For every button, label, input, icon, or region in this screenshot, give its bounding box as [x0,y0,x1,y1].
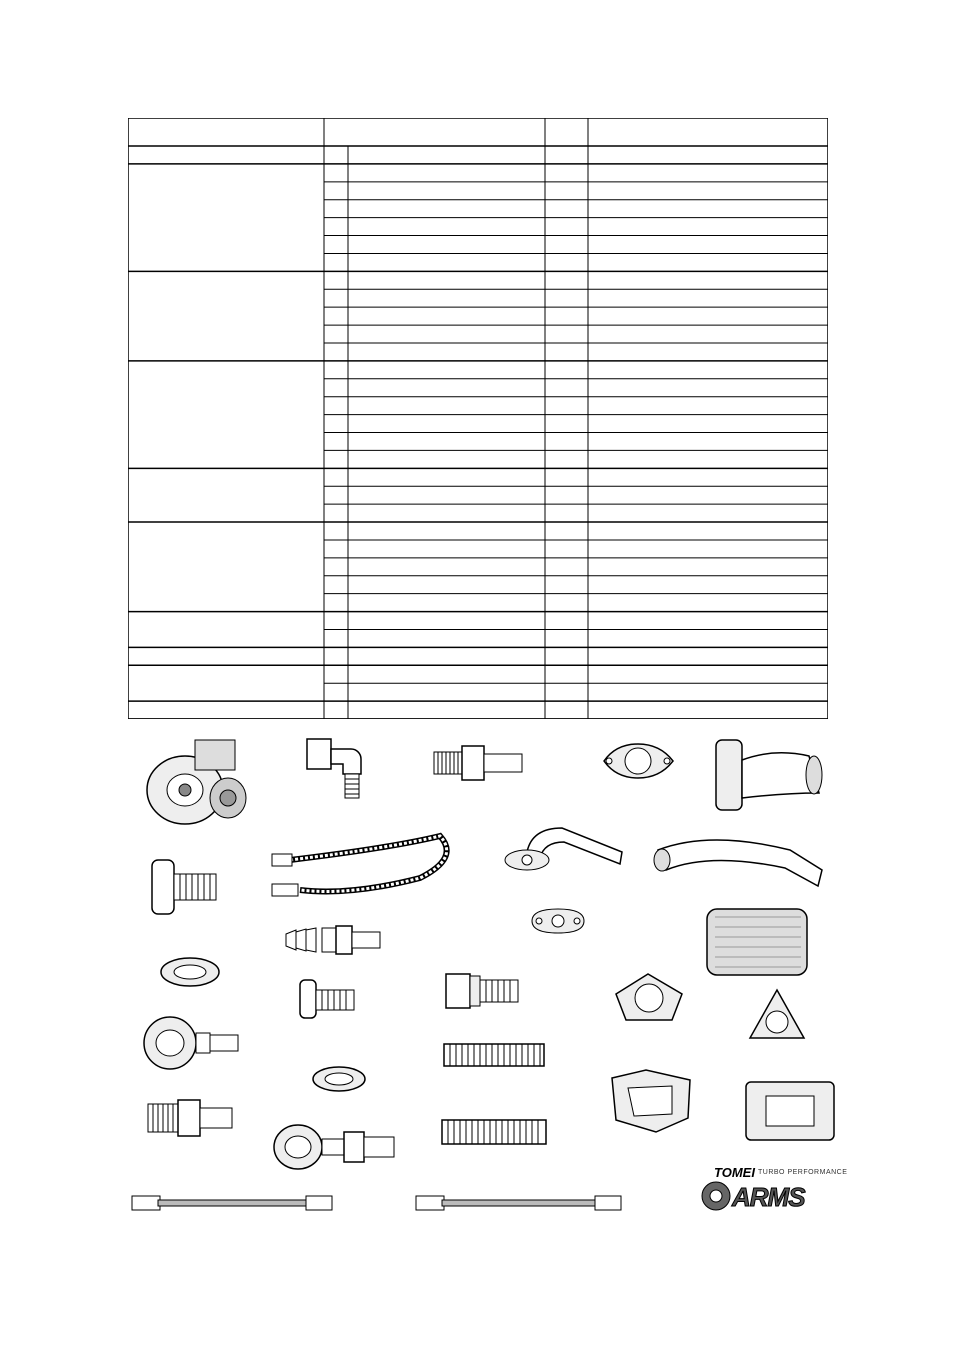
banjo-bolt [150,858,220,923]
logo-name: ARMS [732,1182,805,1212]
parts-table [128,118,828,719]
silicone-hose [705,905,810,985]
long-braided-oil-line [270,828,460,908]
stud-bolt-b [440,1116,548,1153]
copper-washer [158,955,223,994]
banjo-fitting [142,1013,242,1078]
water-pipe-flange [502,824,630,879]
oil-flange-gasket [528,906,588,941]
banjo-elbow-fitting [305,737,375,807]
three-bolt-gasket-b [746,986,808,1053]
nut-washer-stud [442,966,522,1021]
banjo-union-fitting [272,1122,397,1177]
turbocharger-illustration [140,730,250,835]
two-bolt-gasket [596,740,681,787]
stud-bolt-a [442,1040,547,1075]
three-bolt-gasket-a [608,970,690,1031]
hose-barb-adapter [284,924,384,961]
turbo-inlet-gasket [606,1066,696,1141]
union-adapter-fitting [432,744,527,787]
logo-tagline: TURBO PERFORMANCE [758,1169,848,1176]
braided-line-a [130,1192,335,1219]
four-bolt-turbo-gasket [744,1080,836,1147]
logo-brand-text: TOMEI [714,1165,755,1180]
intake-pipe [650,830,825,895]
outlet-elbow-pipe [714,738,829,818]
straight-union-fitting [146,1098,236,1143]
small-copper-washer [310,1064,368,1099]
turbo-wheel-icon [700,1180,732,1217]
braided-line-b [414,1192,624,1219]
small-banjo-bolt [298,978,358,1025]
